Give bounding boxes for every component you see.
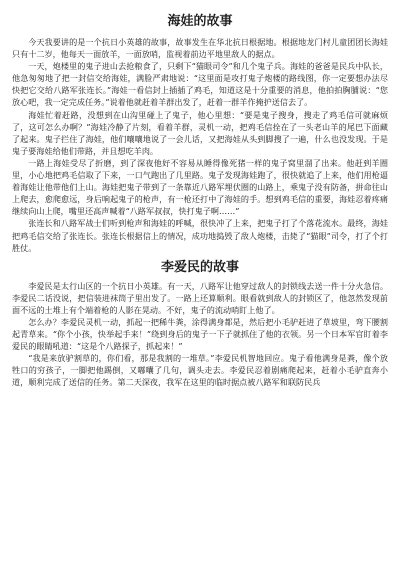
story2-paragraph: 怎么办？李爱民灵机一动，抓起一把稀牛粪，涂得满身都是，然后把小毛驴赶进了草坡里，弯下腰割起青草来。“你个小孩，快举起手来！”绕到身后的鬼子一下子就抓住了他的衣领。另一个日本军官盯着李爱民的眼睛吼道：“这是个八路探子，抓起来！” bbox=[12, 316, 388, 352]
story1-paragraph: 今天我要讲的是一个抗日小英雄的故事，故事发生在华北抗日根据地。根据地龙门村儿童团团长海娃只有十二岁，他每天一面放羊，一面放哨，监视着前边平地里敌人的据点。 bbox=[12, 37, 388, 60]
story1-paragraph: 张连长和八路军战士们听到枪声和海娃的呼喊，很快冲了上来，把鬼子打了个落花流水。最终，海娃把鸡毛信交给了张连长。张连长根据信上的情况，成功地捣毁了敌人炮楼，击毙了“猫眼”司令，打了个打胜仗。 bbox=[12, 218, 388, 253]
story-title-haiwa: 海娃的故事 bbox=[167, 14, 233, 29]
story2-paragraph: 李爱民是太行山区的一个抗日小英雄。有一天，八路军让他穿过敌人的封锁线去送一件十分火急信。李爱民二话没说，把信装进袜筒子里出发了。一路上还算顺利。眼看就到敌人的封锁区了，他忽然发现前面不远的土堆上有个端着枪的人影在晃动。不好，鬼子的流动哨盯上他了。 bbox=[12, 280, 388, 315]
story2-paragraph: “我是来放驴割草的，你们看，那是我割的一堆草。”李爱民机智地回应。鬼子看他满身是粪，像个放牲口的穷孩子，一脚把他踢倒，又嘟囔了几句，调头走去。李爱民忍着剧痛爬起来，赶着小毛驴直奔小道，顺利完成了送信的任务。第二天深夜，我军在这里的临时据点被八路军和联防民兵 bbox=[12, 353, 388, 388]
story1-paragraph: 海娃忙着赶路，没想到在山沟里碰上了鬼子，他心里想：“要是鬼子搜身，搜走了鸡毛信可就麻烦了，这可怎么办啊？”海娃冷静了片刻，看着羊群，灵机一动，把鸡毛信拴在了一头老山羊的尾巴下面藏了起来。鬼子拦住了海娃，他们嚷嚷地说了一会儿话，又把海娃从头到脚搜了一遍，什么也没发现。于是鬼子要海娃给他们带路，并且想吃羊肉。 bbox=[12, 109, 388, 156]
story1-paragraph: 一路上海娃受尽了折磨，到了深夜他好不容易从睡得像死猪一样的鬼子窝里溜了出来。他赶到羊圈里，小心地把鸡毛信取了下来，一口气跑出了几里路。鬼子发现海娃跑了，很快就追了上来，他们用枪逼着海娃让他带他们上山。海娃把鬼子带到了一条靠近八路军埋伏圈的山路上，乘鬼子没有防备，拼命往山上爬去，愈爬愈远，身后响起鬼子的枪声，有一枪还打中了海娃的手。想到鸡毛信的重要，海娃忍着疼痛继续向山上爬，嘴里还高声喊着“八路军叔叔，快打鬼子啊……” bbox=[12, 157, 388, 217]
story-title-liaimin: 李爱民的故事 bbox=[160, 259, 239, 275]
story1-paragraph: 一天，炮楼里的鬼子进山去抢粮食了，只剩下“猫眼司令”和几个鬼子兵。海娃的爸爸是民兵中队长，他急匆匆地了把一封信交给海娃，满脸严肃地说：“这里面是攻打鬼子炮楼的路线图，你一定要想办法尽快把它交给八路军张连长。”海娃一看信封上插插了鸡毛，知道这是十分重要的消息，他拍拍胸脯说：“您放心吧，我一定完成任务。”说着他就赶着羊群出发了，赶着一群羊作掩护送信去了。 bbox=[12, 61, 388, 108]
